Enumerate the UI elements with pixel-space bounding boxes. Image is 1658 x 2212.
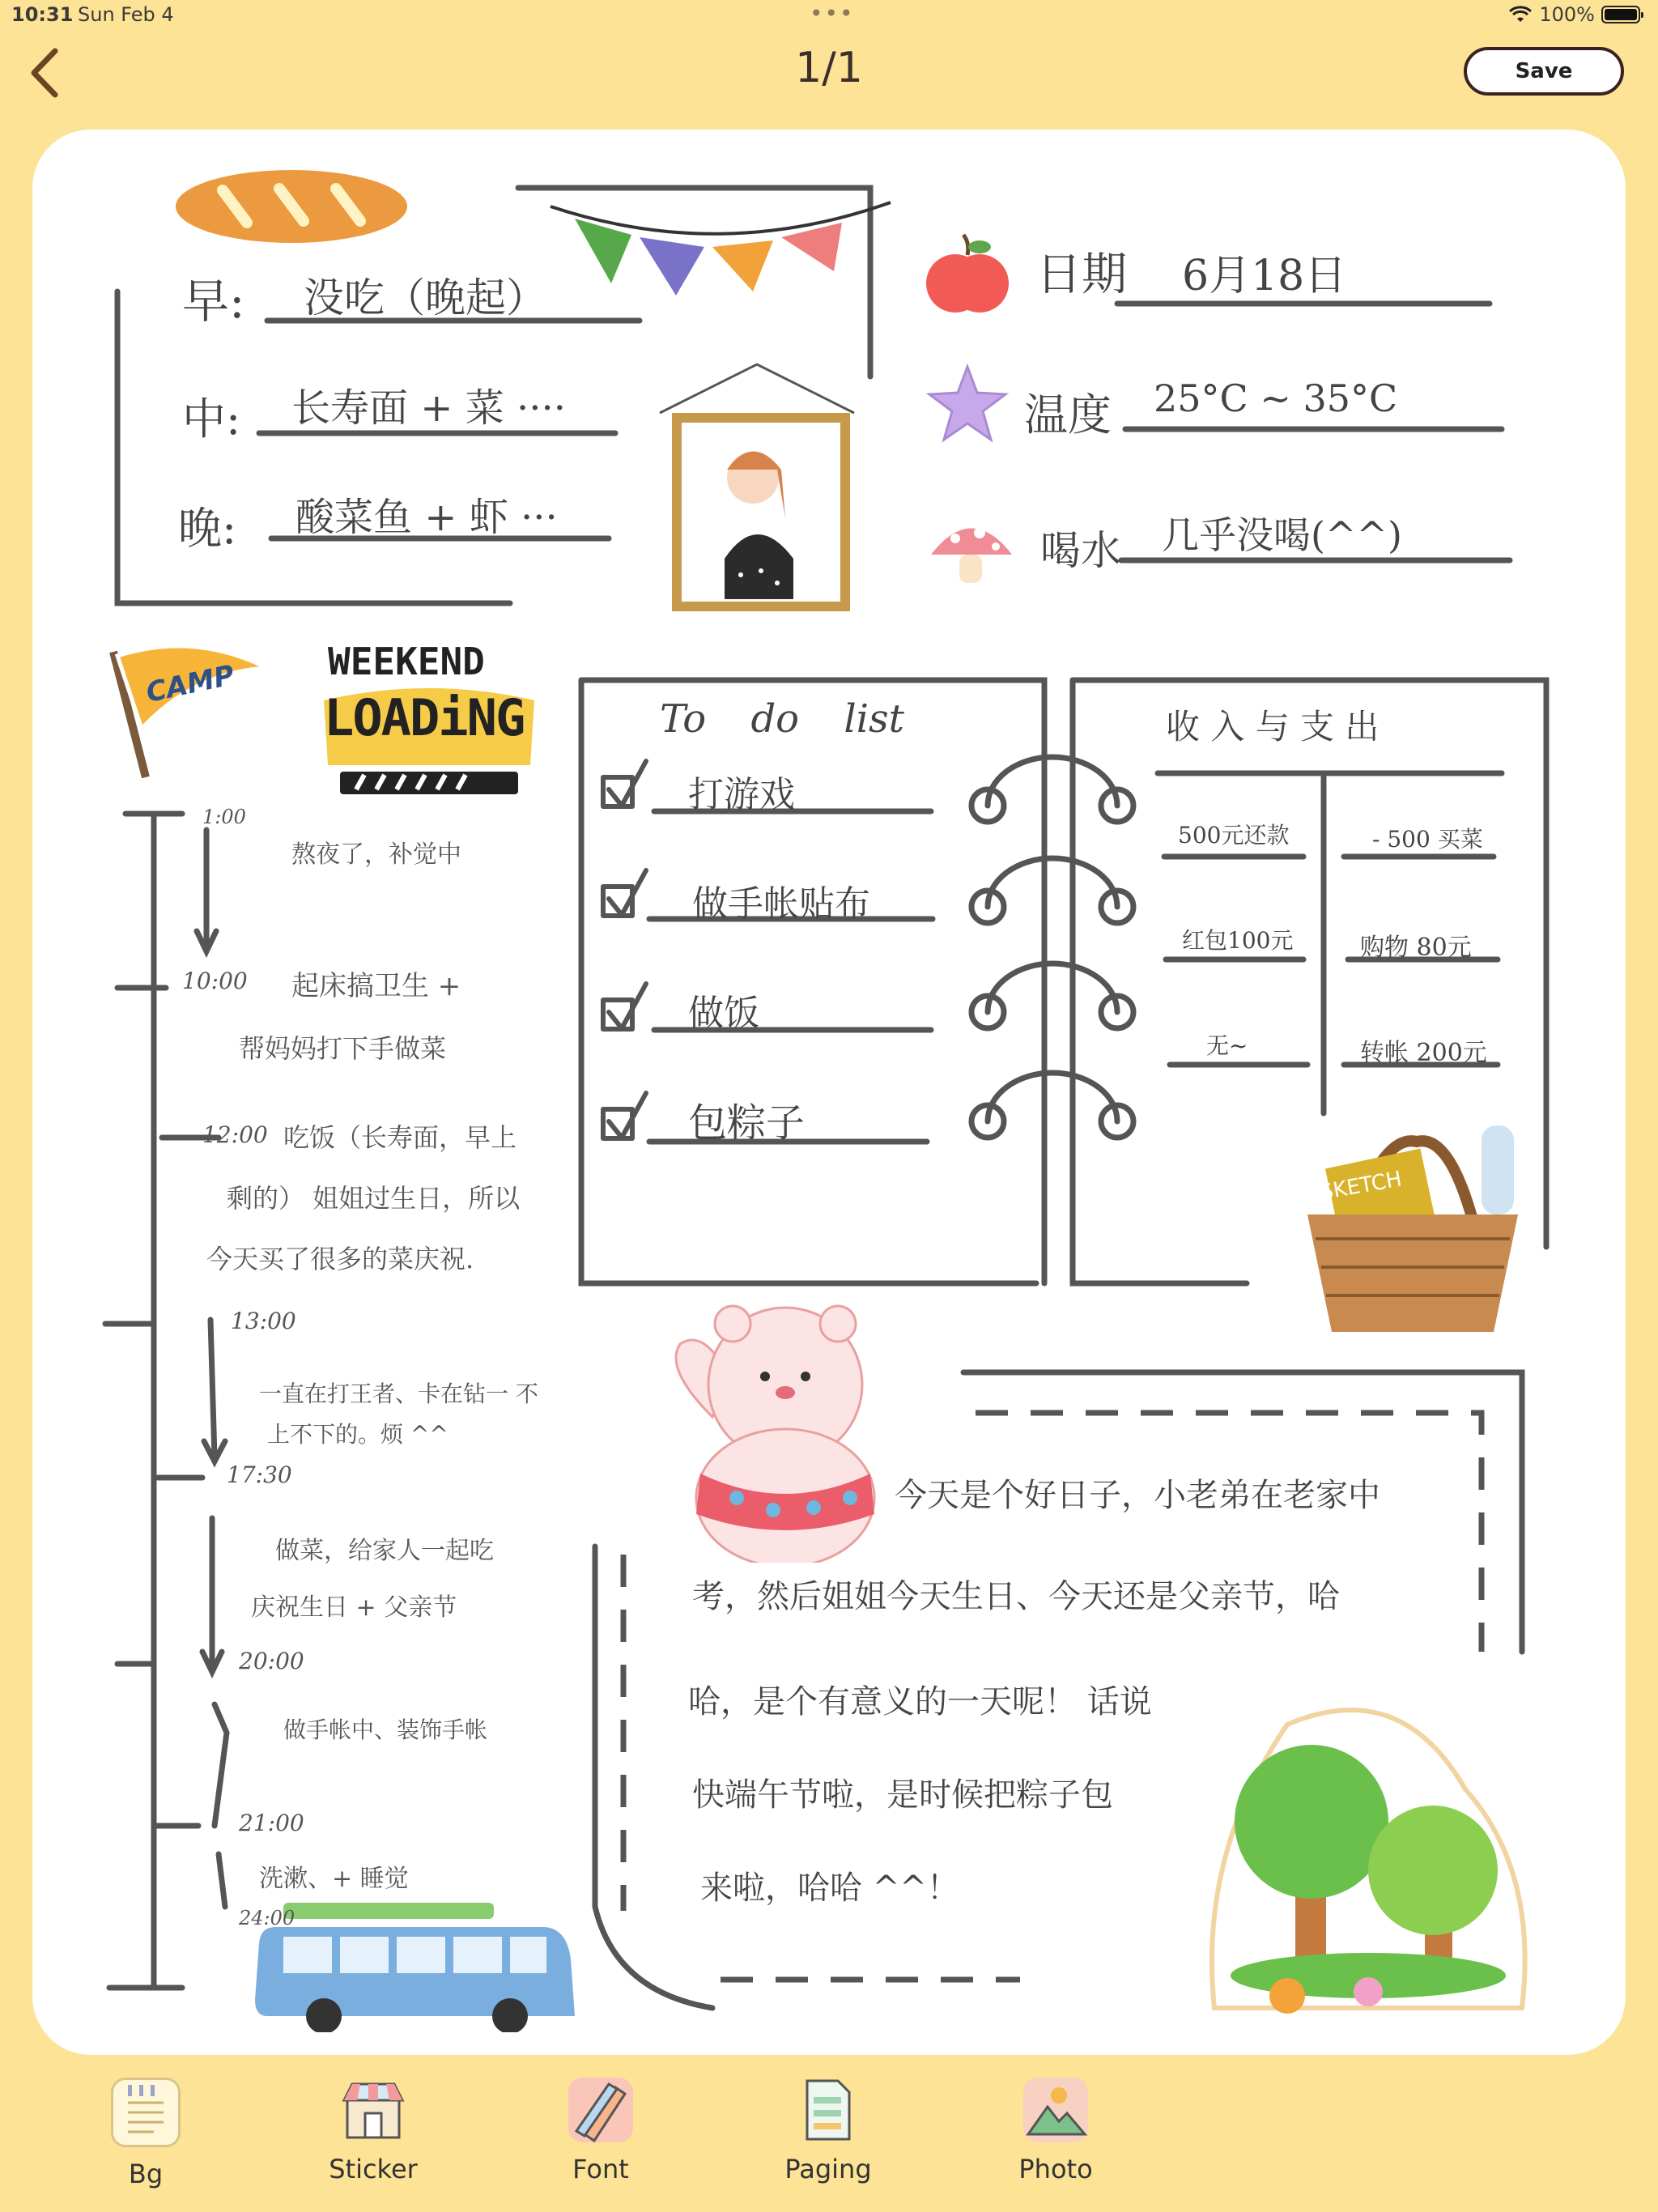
income-item: 无~	[1206, 1032, 1248, 1059]
notepad-icon	[111, 2078, 181, 2147]
pencil-icon	[568, 2078, 633, 2142]
photo-tool-button[interactable]	[983, 2078, 1129, 2184]
loading-text: LOADiNG	[324, 688, 525, 747]
font-tool-button[interactable]	[528, 2078, 674, 2184]
lunch-text: 长寿面 + 菜 ····	[291, 385, 567, 431]
expense-item: 购物 80元	[1360, 934, 1472, 962]
date-value: 6月18日	[1182, 252, 1347, 300]
todo-item[interactable]: 包粽子	[688, 1100, 806, 1146]
dinner-text: 酸菜鱼 + 虾 ···	[295, 495, 558, 540]
todo-item[interactable]: 打游戏	[688, 774, 795, 815]
lunch-label: 中:	[182, 393, 241, 445]
income-item: 500元还款	[1178, 822, 1290, 849]
income-item: 红包100元	[1182, 927, 1294, 954]
expense-item: - 500 买菜	[1372, 826, 1483, 853]
multitask-dots-icon[interactable]: •••	[810, 0, 855, 27]
water-label: 喝水	[1040, 527, 1121, 574]
temp-value: 25°C ~ 35°C	[1154, 376, 1398, 420]
wifi-icon	[1508, 6, 1533, 23]
bunting-sticker[interactable]	[542, 190, 899, 304]
save-button[interactable]: Save	[1464, 47, 1624, 96]
page-indicator: 1/1	[795, 44, 863, 92]
sticker-tool-button[interactable]	[300, 2078, 446, 2184]
timeline-entry: 起床搞卫生 +	[291, 970, 461, 1002]
camp-text: CAMP	[143, 658, 237, 710]
timeline-time: 13:00	[231, 1308, 296, 1334]
timeline-time: 24:00	[239, 1907, 295, 1929]
timeline-entry: 庆祝生日 + 父亲节	[251, 1593, 457, 1622]
paging-tool-button[interactable]	[755, 2078, 901, 2184]
battery-icon	[1601, 6, 1640, 23]
girl-portrait-sticker[interactable]	[656, 356, 858, 615]
timeline-time: 20:00	[239, 1648, 304, 1674]
trees-sticker[interactable]	[1198, 1692, 1538, 2016]
bear-sticker[interactable]	[631, 1295, 939, 1563]
basket-sticker[interactable]	[1287, 1101, 1546, 1336]
timeline-entry: 熬夜了，补觉中	[291, 840, 461, 869]
timeline-entry: 今天买了很多的菜庆祝.	[206, 1244, 474, 1274]
star-icon[interactable]	[923, 360, 1012, 449]
timeline-entry: 上不下的。烦 ^^	[267, 1421, 449, 1448]
bg-tool-label: Bg	[128, 2159, 164, 2189]
landscape-icon	[1023, 2078, 1088, 2142]
temp-label: 温度	[1024, 389, 1112, 440]
finance-title: 收 入 与 支 出	[1166, 707, 1380, 747]
sticker-tool-label: Sticker	[329, 2154, 418, 2184]
todo-item[interactable]: 做饭	[688, 993, 759, 1034]
timeline-time: 21:00	[239, 1810, 304, 1836]
timeline-entry: 吃饭（长寿面，早上	[283, 1122, 517, 1153]
font-tool-label: Font	[572, 2154, 629, 2184]
battery-percent: 100%	[1539, 3, 1595, 26]
timeline-time: 17:30	[227, 1461, 292, 1488]
diary-line: 来啦，哈哈 ^^！	[700, 1870, 959, 1907]
diary-line: 考，然后姐姐今天生日、今天还是父亲节，哈	[692, 1578, 1340, 1615]
bg-tool-button[interactable]	[73, 2078, 219, 2189]
mushroom-icon[interactable]	[927, 510, 1016, 591]
breakfast-label: 早:	[182, 274, 245, 329]
timeline-entry: 帮妈妈打下手做菜	[239, 1033, 447, 1064]
timeline-entry: 剩的） 姐姐过生日，所以	[227, 1183, 521, 1214]
camp-flag-sticker[interactable]	[97, 640, 283, 785]
paging-tool-label: Paging	[784, 2154, 872, 2184]
breakfast-text: 没吃（晚起）	[304, 274, 546, 321]
timeline-entry: 洗漱、+ 睡觉	[259, 1865, 409, 1893]
shop-icon	[341, 2078, 406, 2142]
bus-sticker[interactable]	[251, 1887, 607, 2032]
apple-icon[interactable]	[923, 231, 1012, 320]
dinner-label: 晚:	[178, 503, 237, 554]
timeline-entry: 做手帐中、装饰手帐	[283, 1716, 488, 1743]
journal-canvas[interactable]	[32, 130, 1626, 2055]
diary-line: 快端午节啦，是时候把粽子包	[692, 1776, 1113, 1814]
timeline-time: 1:00	[202, 806, 246, 828]
status-time: 10:31	[11, 3, 74, 26]
status-bar	[0, 0, 1658, 32]
book-text: SKETCH	[1318, 1167, 1404, 1206]
document-icon	[796, 2078, 861, 2142]
diary-line: 今天是个好日子，小老弟在老家中	[895, 1477, 1380, 1514]
bottom-toolbar	[0, 2073, 1658, 2212]
weekend-text: WEEKEND	[328, 640, 485, 683]
status-date: Sun Feb 4	[78, 3, 174, 26]
timeline-time: 12:00	[202, 1121, 268, 1148]
date-label: 日期	[1036, 249, 1127, 301]
photo-tool-label: Photo	[1018, 2154, 1093, 2184]
expense-item: 转帐 200元	[1360, 1039, 1487, 1067]
todo-title: To do list	[660, 696, 904, 742]
bread-sticker[interactable]	[170, 166, 413, 247]
diary-line: 哈，是个有意义的一天呢！ 话说	[688, 1683, 1152, 1721]
water-value: 几乎没喝(^^)	[1162, 513, 1402, 557]
timeline-entry: 一直在打王者、卡在钻一 不	[259, 1380, 538, 1407]
timeline-entry: 做菜，给家人一起吃	[275, 1537, 494, 1565]
todo-item[interactable]: 做手帐贴布	[692, 883, 870, 925]
timeline-time: 10:00	[182, 968, 248, 994]
